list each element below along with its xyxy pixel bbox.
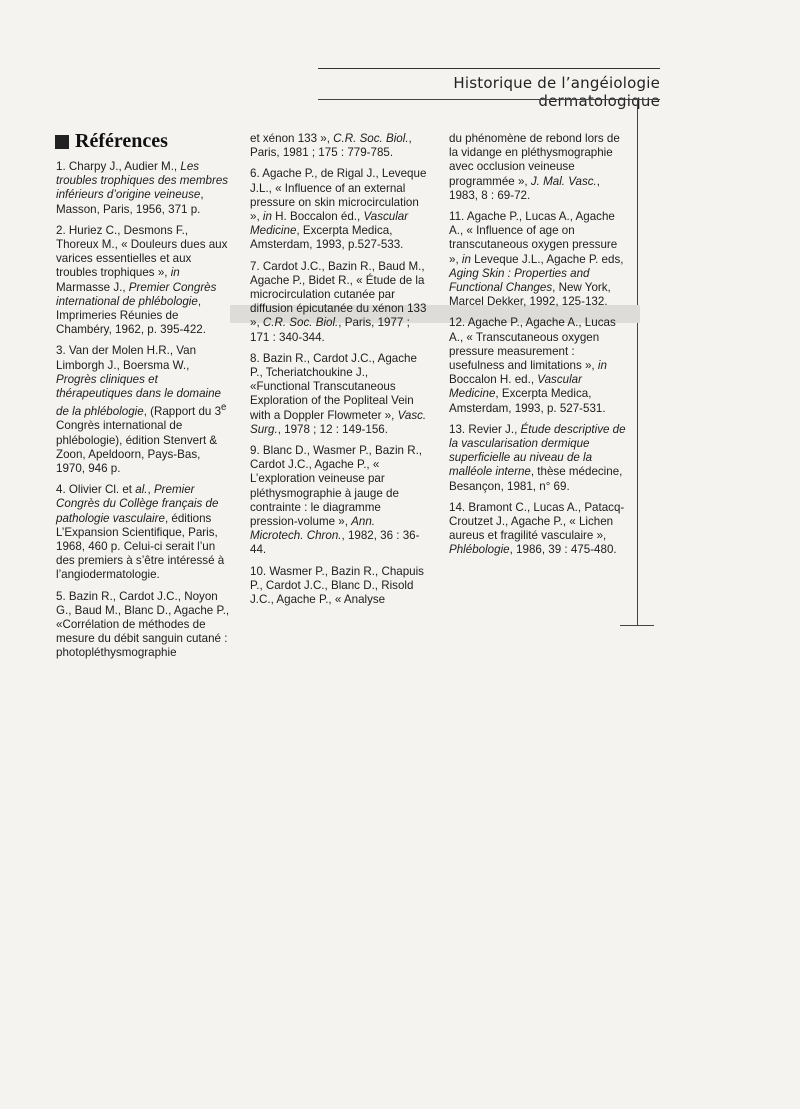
reference-entry: du phénomène de rebond lors de la vidange en pléthysmographie avec occlusion veineuse programmée », J. Mal. Vasc., 1983, 8 : 69-72. <box>449 132 620 202</box>
reference-entry: 9. Blanc D., Wasmer P., Bazin R., Cardot J.C., Agache P., « L’exploration veineuse par pléthysmographie à jauge de contrainte : le diagramme pression-volume », Ann. Microtech. Chron., 1982, 36 : 36-44. <box>250 444 423 557</box>
references-heading-text: Références <box>75 130 168 152</box>
reference-entry: et xénon 133 », C.R. Soc. Biol., Paris, 1981 ; 175 : 779-785. <box>250 132 412 160</box>
reference-entry: 11. Agache P., Lucas A., Agache A., « Influence of age on transcutaneous oxygen pressure », in Leveque J.L., Agache P. eds, Aging Skin : Properties and Functional Changes, New York, Marcel Dekker, 1992, 125-132. <box>449 210 624 309</box>
reference-entry: 3. Van der Molen H.R., Van Limborgh J., Boersma W., Progrès cliniques et thérapeutiques dans le domaine de la phlébologie, (Rapport du 3e Congrès international de phlébologie), édition Stenvert & Zoon, Apeldoorn, Pays-Bas, 1970, 946 p. <box>56 344 227 475</box>
references-column-1 <box>56 160 232 668</box>
margin-tick-rule <box>620 625 654 626</box>
header-bottom-rule <box>318 99 660 100</box>
reference-entry: 8. Bazin R., Cardot J.C., Agache P., Tcheriatchoukine J., «Functional Transcutaneous Exploration of the Popliteal Vein with a Doppler Flowmeter », Vasc. Surg., 1978 ; 12 : 149-156. <box>250 351 427 436</box>
reference-entry: 6. Agache P., de Rigal J., Leveque J.L., « Influence of an external pressure on skin microcirculation », in H. Boccalon éd., Vascular Medicine, Excerpta Medica, Amsterdam, 1993, p.527-533. <box>250 167 427 252</box>
reference-entry: 14. Bramont C., Lucas A., Patacq-Croutzet J., Agache P., « Lichen aureus et fragilité vasculaire », Phlébologie, 1986, 39 : 475-480. <box>449 500 625 557</box>
reference-entry: 1. Charpy J., Audier M., Les troubles trophiques des membres inférieurs d’origine veineuse, Masson, Paris, 1956, 371 p. <box>56 160 229 216</box>
header-top-rule <box>318 68 660 69</box>
reference-entry: 13. Revier J., Étude descriptive de la vascularisation dermique superficielle au niveau de la malléole interne, thèse médecine, Besançon, 1981, n° 69. <box>449 422 626 493</box>
reference-entry: 2. Huriez C., Desmons F., Thoreux M., « Douleurs dues aux varices essentielles et aux troubles trophiques », in Marmasse J., Premier Congrès international de phlébologie, Imprimeries Réunies de Chambéry, 1962, p. 395-422. <box>56 223 228 337</box>
reference-entry: 4. Olivier Cl. et al., Premier Congrès du Collège français de pathologie vasculaire, éditions L’Expansion Scientifique, Paris, 1968, 460 p. Celui-ci serait l’un des premiers à s’être intéressé à l’angiodermatologie. <box>56 483 225 582</box>
reference-entry: 12. Agache P., Agache A., Lucas A., « Transcutaneous oxygen pressure measurement : usefulness and limitations », in Boccalon H. ed., Vascular Medicine, Excerpta Medica, Amsterdam, 1993, p. 527-531. <box>449 316 616 415</box>
references-column-2 <box>250 132 430 614</box>
margin-vertical-rule <box>637 99 638 625</box>
references-column-3 <box>449 132 629 565</box>
square-bullet-icon <box>55 135 69 149</box>
reference-entry: 7. Cardot J.C., Bazin R., Baud M., Agache P., Bidet R., « Étude de la microcirculation cutanée par diffusion épicutanée du xénon 133 », C.R. Soc. Biol., Paris, 1977 ; 171 : 340-344. <box>250 259 427 344</box>
reference-entry: 10. Wasmer P., Bazin R., Chapuis P., Cardot J.C., Blanc D., Risold J.C., Agache P., « Analyse <box>250 564 424 607</box>
reference-entry: 5. Bazin R., Cardot J.C., Noyon G., Baud M., Blanc D., Agache P., «Corrélation de méthodes de mesure du débit sanguin cutané : photopléthysmographie <box>56 589 230 660</box>
running-header-title: Historique de l’angéiologie dermatologique <box>453 74 660 110</box>
references-heading <box>55 130 168 153</box>
